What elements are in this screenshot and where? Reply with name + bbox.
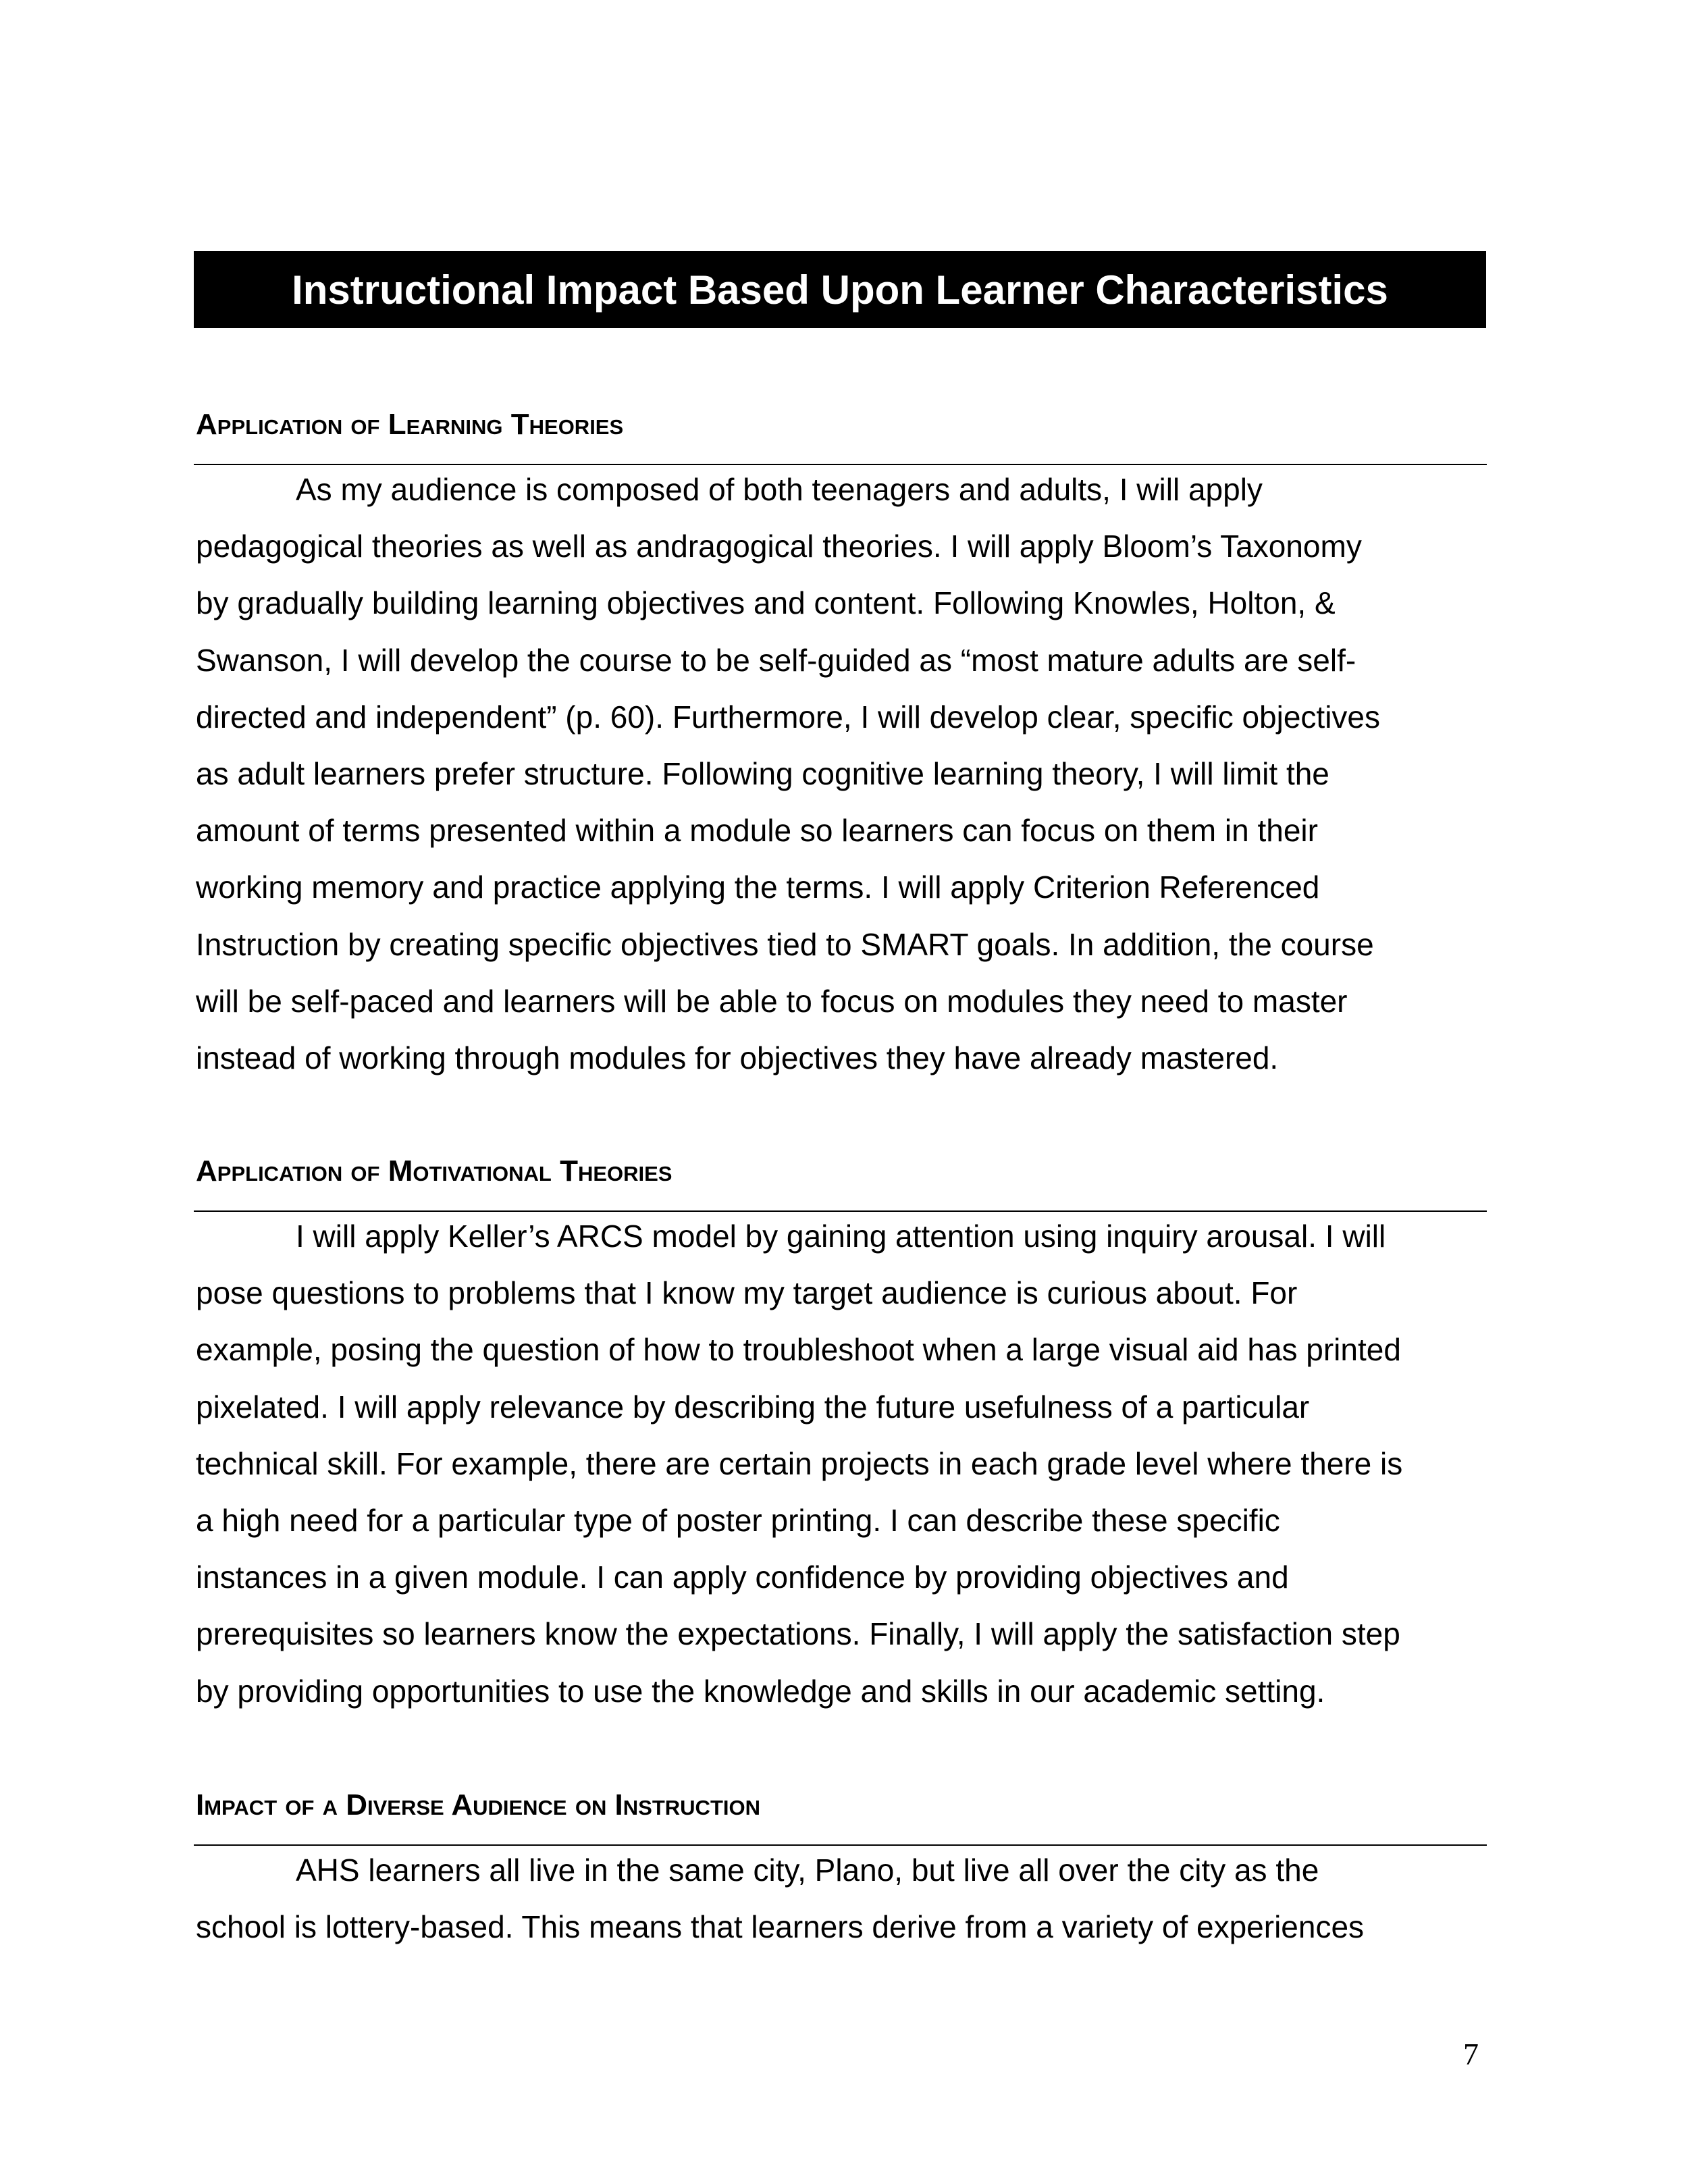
text-line: as adult learners prefer structure. Following cognitive learning theory, I will limit the [196, 756, 1329, 792]
text-line: technical skill. For example, there are certain projects in each grade level where there is [196, 1445, 1403, 1481]
text-line: pixelated. I will apply relevance by describing the future usefulness of a particular [196, 1389, 1310, 1424]
text-line: AHS learners all live in the same city, Plano, but live all over the city as the [296, 1853, 1319, 1888]
text-line: directed and independent” (p. 60). Furthermore, I will develop clear, specific objectives [196, 699, 1381, 735]
text-line: Instruction by creating specific objectives tied to SMART goals. In addition, the course [196, 926, 1374, 962]
section-motivational-theories [196, 1152, 1487, 1720]
text-line: will be self-paced and learners will be able to focus on modules they need to master [196, 983, 1348, 1019]
text-line: Swanson, I will develop the course to be self-guided as “most mature adults are self- [196, 642, 1356, 678]
text-line: working memory and practice applying the terms. I will apply Criterion Referenced [196, 870, 1320, 905]
text-line: amount of terms presented within a module so learners can focus on them in their [196, 813, 1318, 849]
text-line: pedagogical theories as well as andragogical theories. I will apply Bloom’s Taxonomy [196, 529, 1362, 564]
section-paragraph [196, 461, 1487, 1086]
text-line: a high need for a particular type of poster printing. I can describe these specific [196, 1503, 1280, 1539]
text-line: I will apply Keller’s ARCS model by gaining attention using inquiry arousal. I will [296, 1219, 1386, 1254]
text-line: school is lottery-based. This means that learners derive from a variety of experiences [196, 1909, 1365, 1945]
text-line: instead of working through modules for objectives they have already mastered. [196, 1040, 1279, 1076]
text-line: pose questions to problems that I know my target audience is curious about. For [196, 1275, 1298, 1311]
section-paragraph [196, 1208, 1487, 1720]
section-heading: Impact of a Diverse Audience on Instruction [196, 1788, 760, 1821]
text-line: As my audience is composed of both teenagers and adults, I will apply [296, 472, 1263, 507]
section-learning-theories [196, 406, 1487, 1086]
section-diverse-audience [196, 1786, 1487, 1955]
page-number: 7 [1463, 2037, 1479, 2071]
text-line: prerequisites so learners know the expectations. Finally, I will apply the satisfaction step [196, 1616, 1400, 1652]
text-line: by providing opportunities to use the knowledge and skills in our academic setting. [196, 1673, 1325, 1709]
text-line: instances in a given module. I can apply confidence by providing objectives and [196, 1560, 1289, 1595]
section-paragraph [196, 1842, 1487, 1955]
section-heading: Application of Learning Theories [196, 408, 624, 441]
text-line: by gradually building learning objectives and content. Following Knowles, Holton, & [196, 585, 1336, 621]
section-heading: Application of Motivational Theories [196, 1154, 672, 1188]
page-title: Instructional Impact Based Upon Learner Characteristics [194, 251, 1486, 328]
text-line: example, posing the question of how to troubleshoot when a large visual aid has printed [196, 1332, 1401, 1368]
